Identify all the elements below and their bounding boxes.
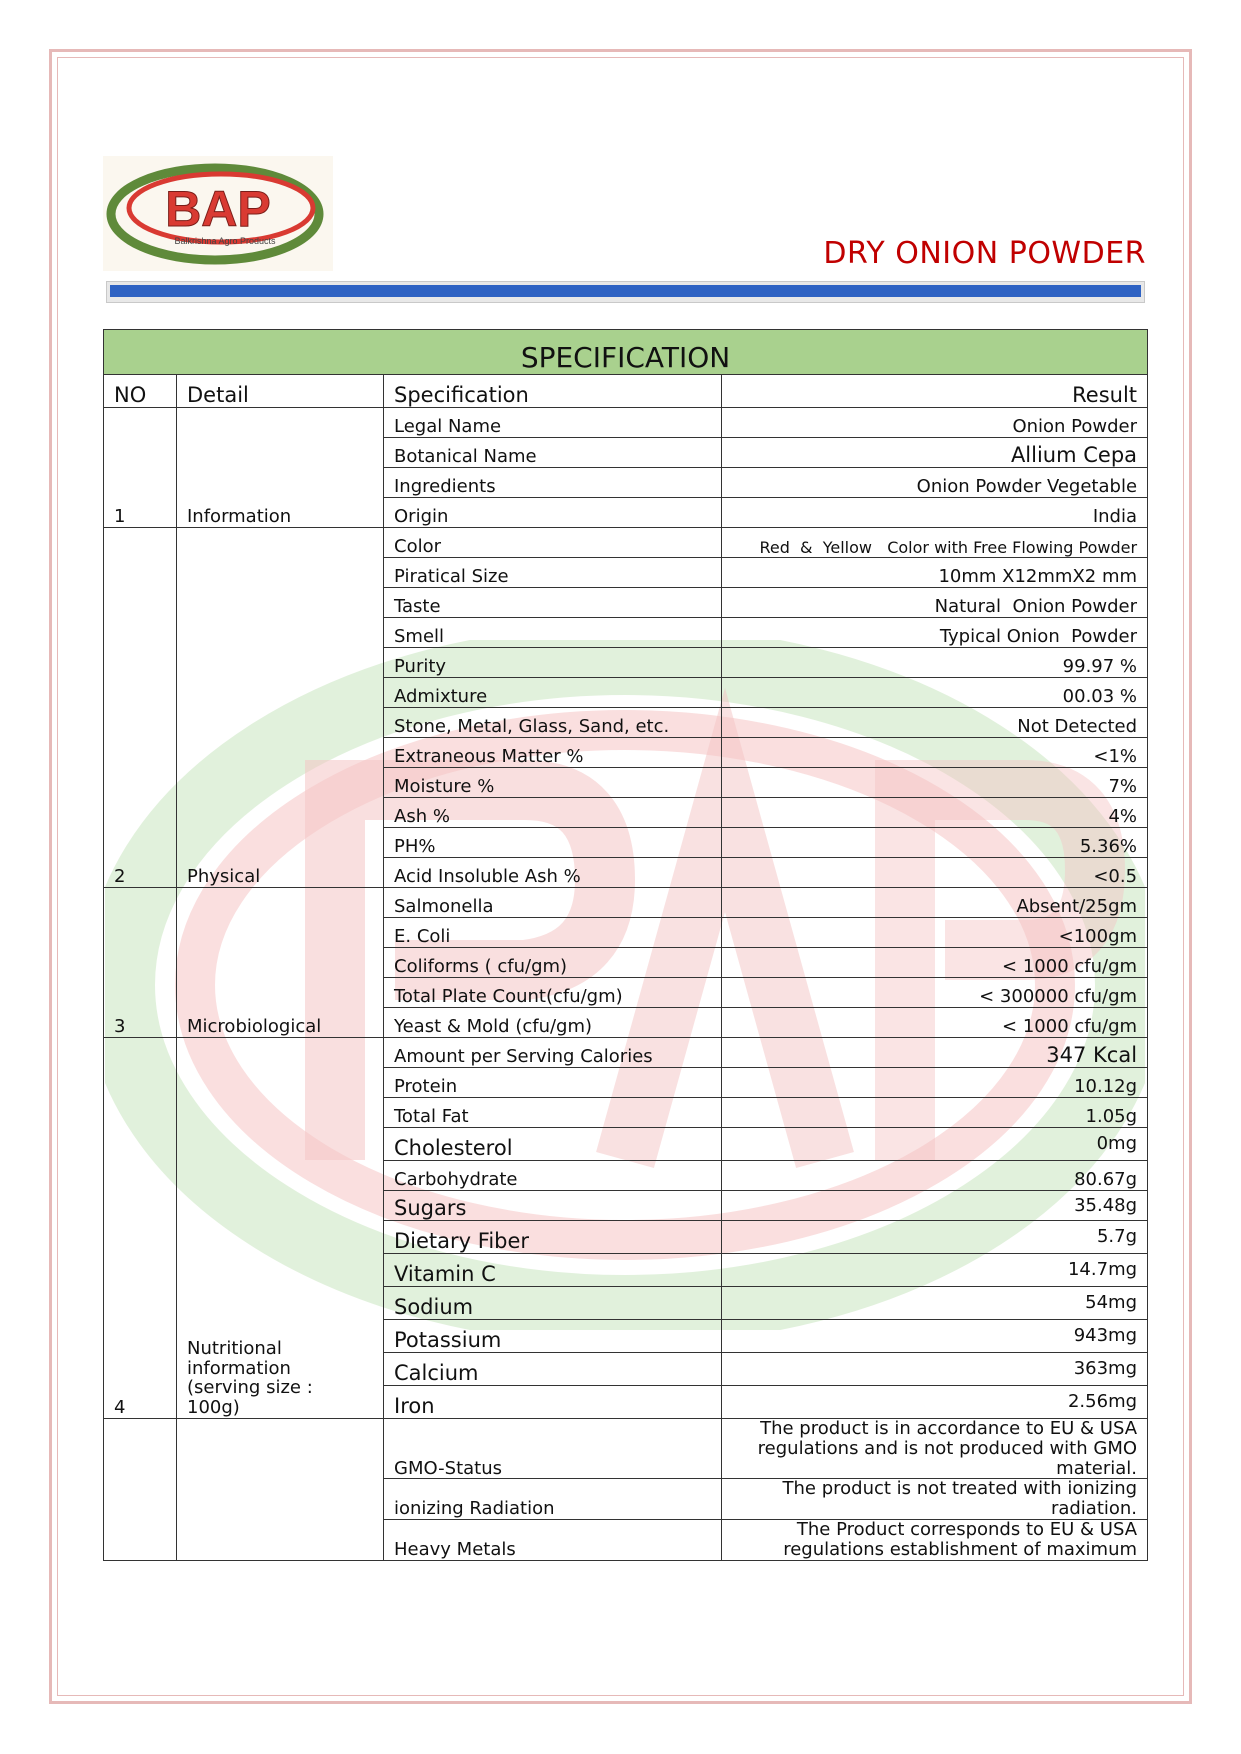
spec-cell: Amount per Serving Calories	[384, 1038, 722, 1068]
result-cell: < 300000 cfu/gm	[722, 978, 1148, 1008]
detail-line: Nutritional	[187, 1337, 282, 1359]
spec-cell: Cholesterol	[384, 1128, 722, 1161]
result-cell: < 1000 cfu/gm	[722, 1008, 1148, 1038]
result-cell	[722, 1519, 1148, 1560]
result-cell: 0mg	[722, 1128, 1148, 1161]
result-line: regulations and is not produced with GMO	[757, 1437, 1138, 1459]
spec-cell: Total Plate Count(cfu/gm)	[384, 978, 722, 1008]
result-cell: 1.05g	[722, 1098, 1148, 1128]
spec-cell: Origin	[384, 498, 722, 528]
table-row	[104, 408, 1148, 438]
column-header-row	[104, 375, 1148, 408]
result-cell: 10.12g	[722, 1068, 1148, 1098]
result-line: The Product corresponds to EU & USA	[796, 1518, 1138, 1540]
result-cell: 5.36%	[722, 828, 1148, 858]
document-title: DRY ONION POWDER	[823, 236, 1146, 271]
result-cell: 10mm X12mmX2 mm	[722, 558, 1148, 588]
result-cell: Red & Yellow Color with Free Flowing Powder	[722, 528, 1148, 558]
result-cell: <1%	[722, 738, 1148, 768]
spec-cell: Moisture %	[384, 768, 722, 798]
result-cell: 99.97 %	[722, 648, 1148, 678]
result-cell: Typical Onion Powder	[722, 618, 1148, 648]
result-cell: Allium Cepa	[722, 438, 1148, 468]
spec-cell: ionizing Radiation	[384, 1479, 722, 1520]
result-cell: 2.56mg	[722, 1386, 1148, 1419]
result-cell: 00.03 %	[722, 678, 1148, 708]
result-line: material.	[1056, 1457, 1138, 1479]
spec-cell: GMO-Status	[384, 1419, 722, 1479]
svg-text:BAP: BAP	[165, 181, 271, 237]
group-detail: Physical	[177, 528, 384, 888]
result-cell: 14.7mg	[722, 1254, 1148, 1287]
spec-cell: Calcium	[384, 1353, 722, 1386]
col-detail: Detail	[177, 375, 384, 408]
spec-cell: Vitamin C	[384, 1254, 722, 1287]
result-cell: < 1000 cfu/gm	[722, 948, 1148, 978]
spec-cell: Extraneous Matter %	[384, 738, 722, 768]
result-cell: Not Detected	[722, 708, 1148, 738]
spec-cell: Stone, Metal, Glass, Sand, etc.	[384, 708, 722, 738]
result-cell: <100gm	[722, 918, 1148, 948]
spec-cell: Purity	[384, 648, 722, 678]
specification-table	[103, 329, 1148, 1561]
table-row	[104, 1419, 1148, 1479]
result-cell: 5.7g	[722, 1221, 1148, 1254]
result-cell: India	[722, 498, 1148, 528]
group-detail	[177, 1038, 384, 1419]
spec-cell: Admixture	[384, 678, 722, 708]
group-no: 2	[104, 528, 177, 888]
detail-line: information	[187, 1357, 291, 1379]
spec-cell: Botanical Name	[384, 438, 722, 468]
result-cell: Absent/25gm	[722, 888, 1148, 918]
spec-cell: Iron	[384, 1386, 722, 1419]
result-cell: Natural Onion Powder	[722, 588, 1148, 618]
svg-text:Balkrishna Agro Products: Balkrishna Agro Products	[174, 236, 276, 246]
col-specification: Specification	[384, 375, 722, 408]
spec-cell: PH%	[384, 828, 722, 858]
detail-line: (serving size :	[187, 1377, 313, 1399]
result-cell: 7%	[722, 768, 1148, 798]
spec-cell: Color	[384, 528, 722, 558]
group-detail	[177, 1419, 384, 1561]
result-cell: 4%	[722, 798, 1148, 828]
spec-cell: Salmonella	[384, 888, 722, 918]
spec-cell: Carbohydrate	[384, 1161, 722, 1191]
title-divider-bar	[106, 281, 1145, 303]
col-result: Result	[722, 375, 1148, 408]
result-cell: 363mg	[722, 1353, 1148, 1386]
table-row	[104, 1038, 1148, 1068]
detail-line: 100g)	[187, 1397, 240, 1419]
spec-cell: Coliforms ( cfu/gm)	[384, 948, 722, 978]
group-no: 3	[104, 888, 177, 1038]
table-row	[104, 888, 1148, 918]
spec-cell: Ingredients	[384, 468, 722, 498]
result-cell	[722, 1419, 1148, 1479]
spec-cell: Legal Name	[384, 408, 722, 438]
group-no: 4	[104, 1038, 177, 1419]
result-cell: 54mg	[722, 1287, 1148, 1320]
spec-cell: Smell	[384, 618, 722, 648]
spec-cell: Piratical Size	[384, 558, 722, 588]
company-logo	[103, 156, 333, 271]
spec-cell: Total Fat	[384, 1098, 722, 1128]
spec-cell: Acid Insoluble Ash %	[384, 858, 722, 888]
result-cell: Onion Powder Vegetable	[722, 468, 1148, 498]
spec-cell: Taste	[384, 588, 722, 618]
group-no: 1	[104, 408, 177, 528]
spec-cell: Sugars	[384, 1191, 722, 1221]
spec-cell: E. Coli	[384, 918, 722, 948]
result-line: radiation.	[1050, 1498, 1138, 1520]
result-line: regulations establishment of maximum	[783, 1538, 1138, 1560]
result-cell: 943mg	[722, 1320, 1148, 1353]
spec-cell: Potassium	[384, 1320, 722, 1353]
spec-cell: Yeast & Mold (cfu/gm)	[384, 1008, 722, 1038]
result-cell: <0.5	[722, 858, 1148, 888]
group-detail: Microbiological	[177, 888, 384, 1038]
table-heading-row	[104, 330, 1148, 375]
spec-cell: Heavy Metals	[384, 1519, 722, 1560]
col-no: NO	[104, 375, 177, 408]
spec-cell: Sodium	[384, 1287, 722, 1320]
result-cell: 347 Kcal	[722, 1038, 1148, 1068]
result-line: The product is not treated with ionizing	[782, 1478, 1138, 1500]
result-cell: 35.48g	[722, 1191, 1148, 1221]
result-cell: Onion Powder	[722, 408, 1148, 438]
result-cell: 80.67g	[722, 1161, 1148, 1191]
result-line: The product is in accordance to EU & USA	[760, 1418, 1138, 1439]
result-cell	[722, 1479, 1148, 1520]
spec-cell: Dietary Fiber	[384, 1221, 722, 1254]
group-detail: Information	[177, 408, 384, 528]
table-row	[104, 528, 1148, 558]
spec-cell: Protein	[384, 1068, 722, 1098]
spec-cell: Ash %	[384, 798, 722, 828]
table-heading: SPECIFICATION	[104, 330, 1148, 375]
group-no	[104, 1419, 177, 1561]
